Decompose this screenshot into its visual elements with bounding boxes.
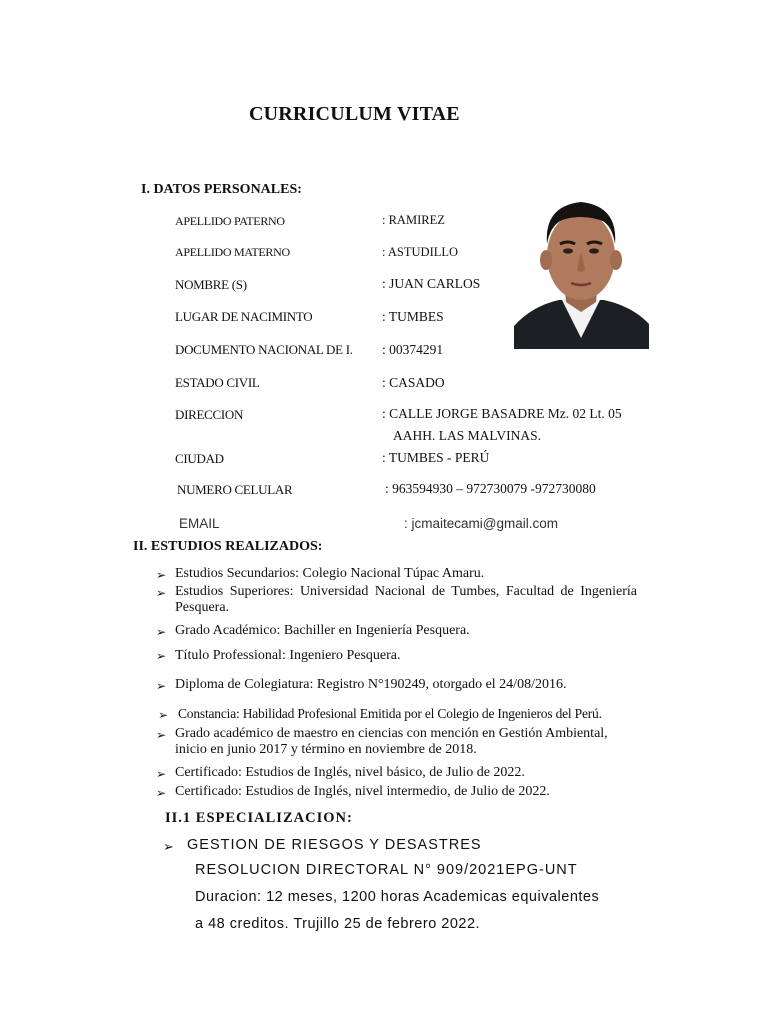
bullet-arrow-icon: ➢ bbox=[156, 649, 167, 663]
study-item: Título Professional: Ingeniero Pesquera. bbox=[175, 648, 401, 663]
value-apellido-paterno: : RAMIREZ bbox=[382, 213, 445, 227]
label-apellido-paterno: APELLIDO PATERNO bbox=[175, 214, 285, 228]
label-nombre: NOMBRE (S) bbox=[175, 277, 247, 292]
value-documento: : 00374291 bbox=[382, 342, 444, 357]
label-direccion: DIRECCION bbox=[175, 407, 244, 422]
label-ciudad: CIUDAD bbox=[175, 451, 224, 466]
bullet-arrow-icon: ➢ bbox=[156, 728, 167, 742]
label-email: EMAIL bbox=[179, 516, 220, 531]
label-celular: NUMERO CELULAR bbox=[177, 482, 293, 497]
study-item: Constancia: Habilidad Profesional Emitida por el Colegio de Ingenieros del Perú. bbox=[178, 706, 602, 721]
value-direccion-line2: AAHH. LAS MALVINAS. bbox=[393, 428, 542, 443]
value-nombre: : JUAN CARLOS bbox=[382, 276, 481, 291]
bullet-arrow-icon: ➢ bbox=[156, 586, 167, 600]
study-item: Grado académico de maestro en ciencias con mención en Gestión Ambiental, inicio en junio 2017 y término en noviembre de 2018. bbox=[175, 726, 608, 757]
value-estado-civil: : CASADO bbox=[382, 375, 445, 390]
bullet-arrow-icon: ➢ bbox=[158, 708, 169, 722]
bullet-arrow-icon: ➢ bbox=[156, 767, 167, 781]
bullet-arrow-icon: ➢ bbox=[156, 786, 167, 800]
value-apellido-materno: : ASTUDILLO bbox=[382, 245, 459, 259]
label-lugar-nacimiento: LUGAR DE NACIMINTO bbox=[175, 309, 313, 324]
study-item: Diploma de Colegiatura: Registro N°190249, otorgado el 24/08/2016. bbox=[175, 677, 567, 692]
study-item: Estudios Secundarios: Colegio Nacional Túpac Amaru. bbox=[175, 566, 485, 581]
study-item: Grado Académico: Bachiller en Ingeniería Pesquera. bbox=[175, 623, 470, 638]
value-lugar-nacimiento: : TUMBES bbox=[382, 309, 444, 324]
page-title: CURRICULUM VITAE bbox=[249, 103, 460, 125]
value-ciudad: : TUMBES - PERÚ bbox=[382, 450, 490, 465]
specialization-resolution: RESOLUCION DIRECTORAL N° 909/2021EPG-UNT bbox=[195, 862, 578, 878]
specialization-duration: Duracion: 12 meses, 1200 horas Academicas equivalentes bbox=[195, 889, 600, 905]
section-heading-specialization: II.1 ESPECIALIZACION: bbox=[165, 810, 353, 826]
bullet-arrow-icon: ➢ bbox=[163, 839, 174, 854]
label-apellido-materno: APELLIDO MATERNO bbox=[175, 245, 290, 259]
specialization-item: GESTION DE RIESGOS Y DESASTRES bbox=[187, 837, 482, 853]
study-item: Certificado: Estudios de Inglés, nivel intermedio, de Julio de 2022. bbox=[175, 784, 550, 799]
value-celular: : 963594930 – 972730079 -972730080 bbox=[385, 481, 596, 496]
value-email: : jcmaitecami@gmail.com bbox=[404, 516, 558, 531]
specialization-credits: a 48 creditos. Trujillo 25 de febrero 2022. bbox=[195, 916, 481, 932]
profile-photo bbox=[514, 188, 649, 349]
bullet-arrow-icon: ➢ bbox=[156, 625, 167, 639]
study-item: Certificado: Estudios de Inglés, nivel básico, de Julio de 2022. bbox=[175, 765, 525, 780]
study-item: Estudios Superiores: Universidad Nacional de Tumbes, Facultad de Ingeniería Pesquera. bbox=[175, 584, 637, 615]
value-direccion: : CALLE JORGE BASADRE Mz. 02 Lt. 05 bbox=[382, 406, 622, 421]
section-heading-studies: II. ESTUDIOS REALIZADOS: bbox=[133, 539, 323, 554]
bullet-arrow-icon: ➢ bbox=[156, 568, 167, 582]
label-documento: DOCUMENTO NACIONAL DE I. bbox=[175, 342, 353, 357]
label-estado-civil: ESTADO CIVIL bbox=[175, 375, 260, 390]
section-heading-personal: I. DATOS PERSONALES: bbox=[141, 182, 302, 197]
bullet-arrow-icon: ➢ bbox=[156, 679, 167, 693]
